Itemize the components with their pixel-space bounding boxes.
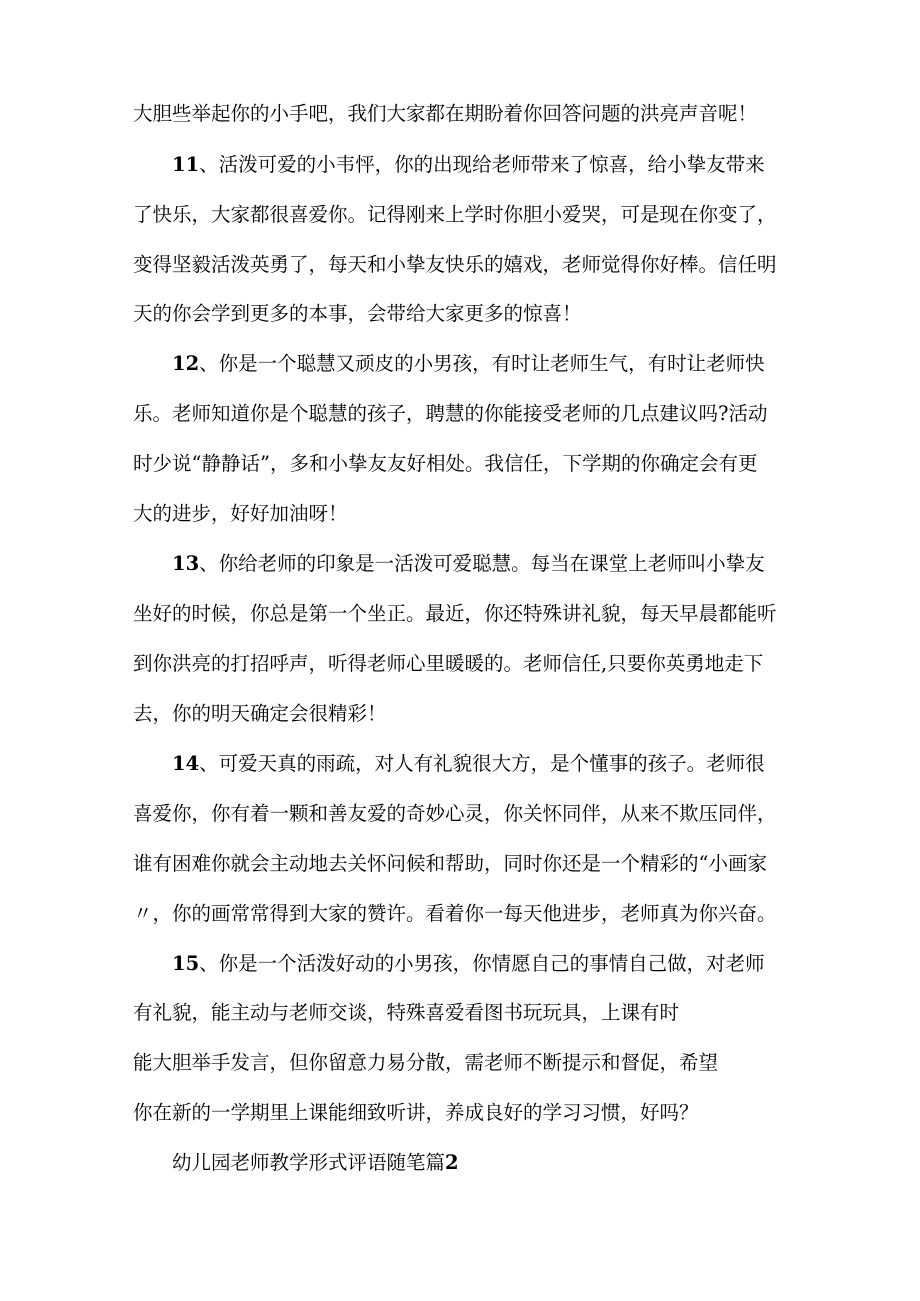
entry-11-line-2: 了快乐，大家都很喜爱你。记得刚来上学时你胆小爱哭，可是现在你变了， (133, 203, 777, 226)
entry-number: 14 (172, 752, 200, 775)
entry-13-line-3: 到你洪亮的打招呼声，听得老师心里暖暖的。老师信任,只要你英勇地走下 (133, 652, 764, 675)
entry-number: 11 (172, 153, 200, 176)
entry-number: 15 (172, 952, 200, 975)
entry-12-line-2: 乐。老师知道你是个聪慧的孩子，聘慧的你能接受老师的几点建议吗?活动 (133, 402, 768, 425)
entry-13-line-1: 13、你给老师的印象是一活泼可爱聪慧。每当在课堂上老师叫小挚友 (172, 552, 765, 575)
entry-13-line-4: 去，你的明天确定会很精彩！ (133, 702, 387, 725)
entry-12-line-3: 时少说“静静话”，多和小挚友友好相处。我信任，下学期的你确定会有更 (133, 452, 758, 475)
entry-14-line-2: 喜爱你，你有着一颗和善友爱的奇妙心灵，你关怀同伴，从来不欺压同伴， (133, 802, 777, 825)
entry-11-line-4: 天的你会学到更多的本事，会带给大家更多的惊喜！ (133, 302, 582, 325)
entry-number: 12 (172, 352, 200, 375)
entry-14-line-3: 谁有困难你就会主动地去关怀问候和帮助，同时你还是一个精彩的“小画家 (133, 852, 767, 875)
entry-14-line-4: 〃，你的画常常得到大家的赞许。看着你一每天他进步，老师真为你兴奋。 (133, 902, 777, 925)
entry-11-line-1: 11、活泼可爱的小韦怦，你的出现给老师带来了惊喜，给小挚友带来 (172, 153, 765, 176)
entry-11-line-3: 变得坚毅活泼英勇了，每天和小挚友快乐的嬉戏，老师觉得你好棒。信任明 (133, 253, 777, 276)
entry-14-line-1: 14、可爱天真的雨疏，对人有礼貌很大方，是个懂事的孩子。老师很 (172, 752, 765, 775)
entry-13-line-2: 坐好的时候，你总是第一个坐正。最近，你还特殊讲礼貌，每天早晨都能听 (133, 602, 777, 625)
entry-15-line-1: 15、你是一个活泼好动的小男孩，你情愿自己的事情自己做，对老师 (172, 952, 765, 975)
entry-12-line-1: 12、你是一个聪慧又顽皮的小男孩，有时让老师生气，有时让老师快 (172, 352, 765, 375)
section-heading: 幼儿园老师教学形式评语随笔篇2 (172, 1151, 459, 1174)
intro-line: 大胆些举起你的小手吧，我们大家都在期盼着你回答问题的洪亮声音呢！ (133, 102, 758, 125)
entry-15-line-3: 能大胆举手发言，但你留意力易分散，需老师不断提示和督促，希望 (133, 1051, 719, 1074)
entry-number: 13 (172, 552, 200, 575)
entry-12-line-4: 大的进步，好好加油呀！ (133, 502, 348, 525)
section-heading-number: 2 (445, 1151, 459, 1174)
entry-15-line-4: 你在新的一学期里上课能细致听讲，养成良好的学习习惯，好吗？ (133, 1101, 699, 1124)
entry-15-line-2: 有礼貌，能主动与老师交谈，特殊喜爱看图书玩玩具，上课有时 (133, 1001, 680, 1024)
